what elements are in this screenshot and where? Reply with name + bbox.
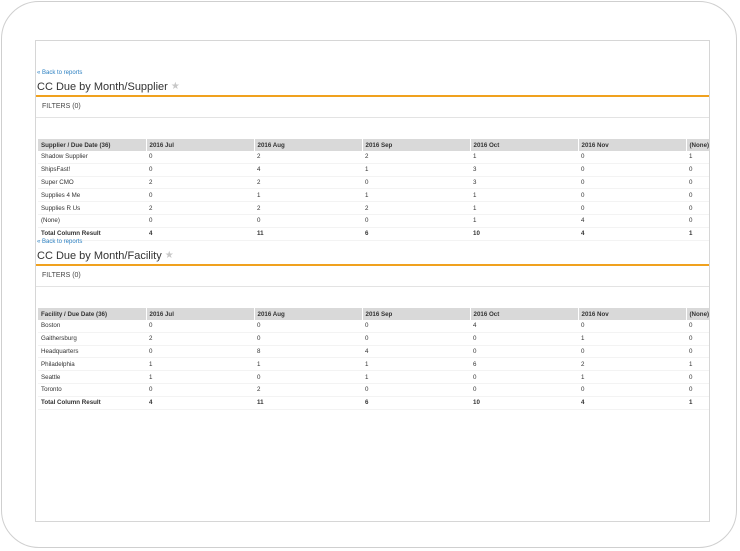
- table-cell: 0: [578, 345, 686, 358]
- table-row: [38, 189, 710, 202]
- table-row: [38, 176, 710, 189]
- column-header[interactable]: 2016 Aug: [254, 308, 362, 320]
- table-row: [38, 214, 710, 227]
- row-label: Supplies R Us: [38, 202, 146, 215]
- column-header[interactable]: 2016 Jul: [146, 139, 254, 151]
- table-cell: 1: [470, 189, 578, 202]
- table-header-row: [38, 139, 710, 151]
- total-cell: 4: [578, 396, 686, 409]
- report-table: [38, 139, 710, 241]
- table-cell: 0: [146, 214, 254, 227]
- table-row: [38, 345, 710, 358]
- table-cell: 2: [362, 151, 470, 163]
- total-cell: 6: [362, 227, 470, 240]
- report-facility: [36, 238, 710, 407]
- total-cell: 1: [686, 396, 710, 409]
- table-cell: 0: [686, 176, 710, 189]
- column-header[interactable]: 2016 Sep: [362, 139, 470, 151]
- table-cell: 1: [362, 358, 470, 371]
- table-cell: 1: [686, 151, 710, 163]
- table-cell: 0: [470, 332, 578, 345]
- table-cell: 1: [254, 189, 362, 202]
- table-cell: 1: [578, 332, 686, 345]
- table-row: [38, 163, 710, 176]
- table-cell: 4: [362, 345, 470, 358]
- star-icon[interactable]: ★: [170, 81, 180, 92]
- column-header[interactable]: 2016 Aug: [254, 139, 362, 151]
- table-cell: 2: [254, 176, 362, 189]
- total-cell: 4: [146, 227, 254, 240]
- row-label: Super CMO: [38, 176, 146, 189]
- star-icon[interactable]: ★: [164, 250, 174, 261]
- table-cell: 0: [470, 345, 578, 358]
- table-cell: 1: [686, 358, 710, 371]
- table-cell: 1: [470, 151, 578, 163]
- table-cell: 2: [146, 332, 254, 345]
- report-supplier: [36, 69, 710, 238]
- total-label: Total Column Result: [38, 396, 146, 409]
- table-cell: 1: [146, 371, 254, 384]
- row-label: Toronto: [38, 383, 146, 396]
- column-header[interactable]: 2016 Jul: [146, 308, 254, 320]
- column-header[interactable]: 2016 Oct: [470, 308, 578, 320]
- table-cell: 2: [146, 176, 254, 189]
- table-header-row: [38, 308, 710, 320]
- report-title: CC Due by Month/Supplier: [37, 80, 168, 93]
- table-cell: 0: [146, 383, 254, 396]
- table-cell: 0: [362, 320, 470, 332]
- table-row: [38, 383, 710, 396]
- table-row: [38, 332, 710, 345]
- table-cell: 0: [578, 163, 686, 176]
- table-cell: 1: [146, 358, 254, 371]
- table-row: [38, 202, 710, 215]
- table-cell: 0: [686, 345, 710, 358]
- report-title-row: [36, 78, 710, 97]
- table-cell: 1: [470, 202, 578, 215]
- table-cell: 3: [470, 163, 578, 176]
- row-label: Supplies 4 Me: [38, 189, 146, 202]
- total-row: [38, 396, 710, 409]
- table-cell: 2: [254, 202, 362, 215]
- table-cell: 0: [578, 189, 686, 202]
- tablet-frame: [1, 1, 737, 548]
- table-cell: 0: [362, 214, 470, 227]
- row-label: Boston: [38, 320, 146, 332]
- table-cell: 0: [686, 383, 710, 396]
- table-cell: 0: [686, 189, 710, 202]
- table-row: [38, 151, 710, 163]
- table-row: [38, 358, 710, 371]
- table-cell: 0: [146, 189, 254, 202]
- table-cell: 1: [578, 371, 686, 384]
- table-cell: 0: [578, 320, 686, 332]
- table-cell: 0: [470, 371, 578, 384]
- table-cell: 3: [470, 176, 578, 189]
- report-table: [38, 308, 710, 410]
- table-cell: 4: [578, 214, 686, 227]
- column-header[interactable]: (None): [686, 308, 710, 320]
- table-cell: 2: [254, 151, 362, 163]
- table-row: [38, 371, 710, 384]
- table-cell: 0: [686, 371, 710, 384]
- row-label: Headquarters: [38, 345, 146, 358]
- column-header-dimension[interactable]: Facility / Due Date (36): [38, 308, 146, 320]
- total-cell: 6: [362, 396, 470, 409]
- table-row: [38, 320, 710, 332]
- back-to-reports-link[interactable]: « Back to reports: [37, 239, 83, 245]
- table-cell: 0: [686, 320, 710, 332]
- table-cell: 2: [578, 358, 686, 371]
- table-cell: 0: [146, 320, 254, 332]
- column-header[interactable]: 2016 Nov: [578, 139, 686, 151]
- row-label: (None): [38, 214, 146, 227]
- table-cell: 1: [362, 371, 470, 384]
- total-cell: 11: [254, 227, 362, 240]
- column-header-dimension[interactable]: Supplier / Due Date (36): [38, 139, 146, 151]
- row-label: ShipsFast!: [38, 163, 146, 176]
- report-title-row: [36, 247, 710, 266]
- total-cell: 11: [254, 396, 362, 409]
- table-cell: 0: [146, 345, 254, 358]
- table-cell: 6: [470, 358, 578, 371]
- row-label: Gaithersburg: [38, 332, 146, 345]
- table-cell: 4: [254, 163, 362, 176]
- table-cell: 0: [686, 214, 710, 227]
- table-cell: 0: [686, 202, 710, 215]
- table-cell: 0: [254, 320, 362, 332]
- total-cell: 4: [146, 396, 254, 409]
- table-cell: 0: [254, 214, 362, 227]
- table-cell: 1: [254, 358, 362, 371]
- column-header[interactable]: 2016 Sep: [362, 308, 470, 320]
- table-cell: 0: [578, 151, 686, 163]
- total-cell: 1: [686, 227, 710, 240]
- row-label: Philadelphia: [38, 358, 146, 371]
- table-cell: 0: [686, 163, 710, 176]
- table-cell: 0: [362, 332, 470, 345]
- filters-toggle[interactable]: FILTERS (0): [36, 97, 709, 118]
- table-cell: 1: [362, 189, 470, 202]
- filters-toggle[interactable]: FILTERS (0): [36, 266, 709, 287]
- table-cell: 0: [254, 371, 362, 384]
- column-header[interactable]: (None): [686, 139, 710, 151]
- table-cell: 2: [254, 383, 362, 396]
- table-cell: 2: [146, 202, 254, 215]
- table-cell: 0: [362, 176, 470, 189]
- app-screen: [35, 40, 710, 522]
- report-title: CC Due by Month/Facility: [37, 249, 162, 262]
- column-header[interactable]: 2016 Oct: [470, 139, 578, 151]
- table-cell: 2: [362, 202, 470, 215]
- table-cell: 1: [362, 163, 470, 176]
- row-label: Seattle: [38, 371, 146, 384]
- table-cell: 0: [578, 383, 686, 396]
- table-cell: 0: [686, 332, 710, 345]
- table-cell: 0: [146, 151, 254, 163]
- row-label: Shadow Supplier: [38, 151, 146, 163]
- total-cell: 4: [578, 227, 686, 240]
- table-cell: 0: [578, 202, 686, 215]
- column-header[interactable]: 2016 Nov: [578, 308, 686, 320]
- table-cell: 0: [146, 163, 254, 176]
- table-cell: 0: [578, 176, 686, 189]
- table-cell: 0: [470, 383, 578, 396]
- total-cell: 10: [470, 227, 578, 240]
- total-label: Total Column Result: [38, 227, 146, 240]
- table-cell: 0: [362, 383, 470, 396]
- total-cell: 10: [470, 396, 578, 409]
- table-cell: 4: [470, 320, 578, 332]
- table-cell: 1: [470, 214, 578, 227]
- table-cell: 8: [254, 345, 362, 358]
- back-to-reports-link[interactable]: « Back to reports: [37, 70, 83, 76]
- table-cell: 0: [254, 332, 362, 345]
